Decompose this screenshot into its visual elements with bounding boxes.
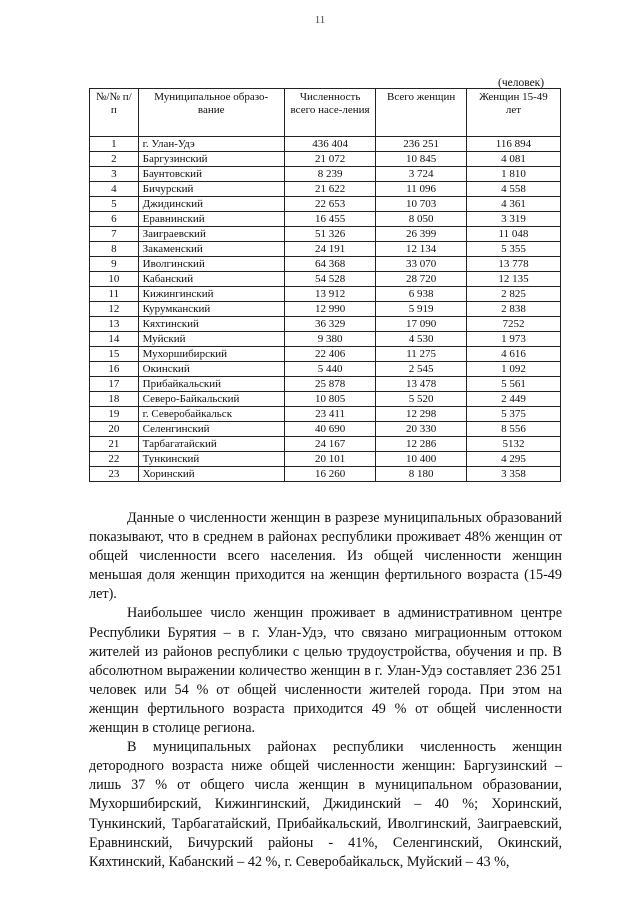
municipality-name: Закаменский bbox=[138, 242, 284, 257]
women-15-49: 4 295 bbox=[466, 452, 560, 467]
table-row bbox=[90, 152, 561, 167]
women-15-49: 4 081 bbox=[466, 152, 560, 167]
row-number: 23 bbox=[90, 467, 139, 482]
municipality-name: Селенгинский bbox=[138, 422, 284, 437]
table-row bbox=[90, 182, 561, 197]
table-row bbox=[90, 362, 561, 377]
total-women: 10 400 bbox=[376, 452, 467, 467]
total-women: 10 845 bbox=[376, 152, 467, 167]
total-population: 51 326 bbox=[284, 227, 376, 242]
women-15-49: 5 375 bbox=[466, 407, 560, 422]
women-15-49: 7252 bbox=[466, 317, 560, 332]
table-row bbox=[90, 227, 561, 242]
women-15-49: 2 825 bbox=[466, 287, 560, 302]
municipality-name: Кижингинский bbox=[138, 287, 284, 302]
total-women: 5 919 bbox=[376, 302, 467, 317]
total-population: 21 622 bbox=[284, 182, 376, 197]
row-number: 13 bbox=[90, 317, 139, 332]
women-15-49: 8 556 bbox=[466, 422, 560, 437]
table-header-row bbox=[90, 89, 561, 137]
row-number: 19 bbox=[90, 407, 139, 422]
row-number: 22 bbox=[90, 452, 139, 467]
municipality-name: Джидинский bbox=[138, 197, 284, 212]
municipality-name: Еравнинский bbox=[138, 212, 284, 227]
total-population: 16 455 bbox=[284, 212, 376, 227]
total-women: 12 134 bbox=[376, 242, 467, 257]
row-number: 6 bbox=[90, 212, 139, 227]
women-15-49: 4 616 bbox=[466, 347, 560, 362]
row-number: 4 bbox=[90, 182, 139, 197]
total-population: 436 404 bbox=[284, 137, 376, 152]
row-number: 18 bbox=[90, 392, 139, 407]
municipality-name: Бичурский bbox=[138, 182, 284, 197]
women-15-49: 3 358 bbox=[466, 467, 560, 482]
header-number: №/№ п/п bbox=[90, 89, 139, 137]
body-text bbox=[89, 509, 562, 872]
total-women: 10 703 bbox=[376, 197, 467, 212]
table-body bbox=[90, 137, 561, 482]
total-population: 24 167 bbox=[284, 437, 376, 452]
row-number: 8 bbox=[90, 242, 139, 257]
row-number: 9 bbox=[90, 257, 139, 272]
women-15-49: 3 319 bbox=[466, 212, 560, 227]
women-15-49: 116 894 bbox=[466, 137, 560, 152]
table-row bbox=[90, 392, 561, 407]
row-number: 1 bbox=[90, 137, 139, 152]
total-women: 2 545 bbox=[376, 362, 467, 377]
total-women: 8 180 bbox=[376, 467, 467, 482]
total-population: 8 239 bbox=[284, 167, 376, 182]
total-women: 5 520 bbox=[376, 392, 467, 407]
table-row bbox=[90, 137, 561, 152]
women-15-49: 1 810 bbox=[466, 167, 560, 182]
total-women: 11 275 bbox=[376, 347, 467, 362]
paragraph: В муниципальных районах республики численность женщин детородного возраста ниже общей численности женщин: Баргузинский – лишь 37 % от общего числа женщин в муниципальном образовании, Мухоршибирский, Кижингинский, Джидинский – 40 %; Хоринский, Тункинский, Тарбагатайский, Прибайкальский, Иволгинский, Заиграевский, Еравнинский, Бичурский районы - 41%, Селенгинский, Окинский, Кяхтинский, Кабанский – 42 %, г. Северобайкальск, Муйский – 43 %, bbox=[89, 739, 562, 870]
women-population-table bbox=[89, 88, 561, 482]
municipality-name: Баргузинский bbox=[138, 152, 284, 167]
row-number: 11 bbox=[90, 287, 139, 302]
total-population: 13 912 bbox=[284, 287, 376, 302]
total-population: 16 260 bbox=[284, 467, 376, 482]
women-15-49: 4 361 bbox=[466, 197, 560, 212]
total-population: 12 990 bbox=[284, 302, 376, 317]
table-row bbox=[90, 347, 561, 362]
total-population: 22 653 bbox=[284, 197, 376, 212]
table-row bbox=[90, 437, 561, 452]
table-row bbox=[90, 422, 561, 437]
total-women: 12 286 bbox=[376, 437, 467, 452]
total-population: 9 380 bbox=[284, 332, 376, 347]
row-number: 10 bbox=[90, 272, 139, 287]
row-number: 21 bbox=[90, 437, 139, 452]
table-row bbox=[90, 272, 561, 287]
table-row bbox=[90, 317, 561, 332]
table-row bbox=[90, 452, 561, 467]
total-women: 6 938 bbox=[376, 287, 467, 302]
header-municipality: Муниципальное образо-вание bbox=[138, 89, 284, 137]
header-total-women: Всего женщин bbox=[376, 89, 467, 137]
total-population: 21 072 bbox=[284, 152, 376, 167]
total-women: 13 478 bbox=[376, 377, 467, 392]
total-population: 20 101 bbox=[284, 452, 376, 467]
row-number: 15 bbox=[90, 347, 139, 362]
row-number: 7 bbox=[90, 227, 139, 242]
table-row bbox=[90, 467, 561, 482]
total-women: 3 724 bbox=[376, 167, 467, 182]
table-row bbox=[90, 302, 561, 317]
municipality-name: Баунтовский bbox=[138, 167, 284, 182]
municipality-name: Курумканский bbox=[138, 302, 284, 317]
paragraph: Наибольшее число женщин проживает в административном центре Республики Бурятия – в г. Улан-Удэ, что связано миграционным оттоком жителей из районов республики с целью трудоустройства, обучения и пр. В абсолютном выражении количество женщин в г. Улан-Удэ составляет 236 251 человек или 54 % от общей численности жителей города. При этом на женщин фертильного возраста приходится 49 % от общей численности женщин в столице региона. bbox=[89, 605, 562, 737]
women-15-49: 12 135 bbox=[466, 272, 560, 287]
municipality-name: г. Улан-Удэ bbox=[138, 137, 284, 152]
table-row bbox=[90, 167, 561, 182]
table-row bbox=[90, 212, 561, 227]
header-women-15-49: Женщин 15-49 лет bbox=[466, 89, 560, 137]
women-15-49: 13 778 bbox=[466, 257, 560, 272]
women-15-49: 2 838 bbox=[466, 302, 560, 317]
unit-note: (человек) bbox=[498, 77, 545, 89]
municipality-name: Кабанский bbox=[138, 272, 284, 287]
total-population: 24 191 bbox=[284, 242, 376, 257]
municipality-name: Хоринский bbox=[138, 467, 284, 482]
total-women: 236 251 bbox=[376, 137, 467, 152]
municipality-name: Прибайкальский bbox=[138, 377, 284, 392]
municipality-name: Мухоршибирский bbox=[138, 347, 284, 362]
total-population: 54 528 bbox=[284, 272, 376, 287]
municipality-name: Иволгинский bbox=[138, 257, 284, 272]
municipality-name: Окинский bbox=[138, 362, 284, 377]
row-number: 5 bbox=[90, 197, 139, 212]
women-15-49: 11 048 bbox=[466, 227, 560, 242]
women-15-49: 2 449 bbox=[466, 392, 560, 407]
municipality-name: Муйский bbox=[138, 332, 284, 347]
municipality-name: Тарбагатайский bbox=[138, 437, 284, 452]
page-number: 11 bbox=[314, 14, 326, 26]
table-row bbox=[90, 287, 561, 302]
municipality-name: Заиграевский bbox=[138, 227, 284, 242]
header-total-population: Численность всего насе-ления bbox=[284, 89, 376, 137]
total-women: 17 090 bbox=[376, 317, 467, 332]
table-row bbox=[90, 242, 561, 257]
total-women: 20 330 bbox=[376, 422, 467, 437]
total-population: 40 690 bbox=[284, 422, 376, 437]
total-women: 11 096 bbox=[376, 182, 467, 197]
row-number: 2 bbox=[90, 152, 139, 167]
women-15-49: 1 092 bbox=[466, 362, 560, 377]
table-row bbox=[90, 257, 561, 272]
row-number: 3 bbox=[90, 167, 139, 182]
women-15-49: 5 561 bbox=[466, 377, 560, 392]
women-15-49: 5132 bbox=[466, 437, 560, 452]
row-number: 17 bbox=[90, 377, 139, 392]
women-15-49: 1 973 bbox=[466, 332, 560, 347]
table-row bbox=[90, 407, 561, 422]
municipality-name: г. Северобайкальск bbox=[138, 407, 284, 422]
women-15-49: 5 355 bbox=[466, 242, 560, 257]
paragraph: Данные о численности женщин в разрезе муниципальных образований показывают, что в среднем в районах республики проживает 48% женщин от общей численности всего населения. Из общей численности женщин меньшая доля женщин приходится на женщин фертильного возраста (15-49 лет). bbox=[89, 510, 562, 603]
municipality-name: Кяхтинский bbox=[138, 317, 284, 332]
row-number: 20 bbox=[90, 422, 139, 437]
total-population: 36 329 bbox=[284, 317, 376, 332]
total-women: 28 720 bbox=[376, 272, 467, 287]
table-row bbox=[90, 377, 561, 392]
total-women: 4 530 bbox=[376, 332, 467, 347]
total-population: 10 805 bbox=[284, 392, 376, 407]
row-number: 16 bbox=[90, 362, 139, 377]
total-women: 12 298 bbox=[376, 407, 467, 422]
total-women: 26 399 bbox=[376, 227, 467, 242]
total-population: 25 878 bbox=[284, 377, 376, 392]
total-population: 22 406 bbox=[284, 347, 376, 362]
table-row bbox=[90, 332, 561, 347]
total-women: 33 070 bbox=[376, 257, 467, 272]
table-row bbox=[90, 197, 561, 212]
municipality-name: Северо-Байкальский bbox=[138, 392, 284, 407]
row-number: 14 bbox=[90, 332, 139, 347]
total-population: 23 411 bbox=[284, 407, 376, 422]
row-number: 12 bbox=[90, 302, 139, 317]
municipality-name: Тункинский bbox=[138, 452, 284, 467]
total-women: 8 050 bbox=[376, 212, 467, 227]
women-15-49: 4 558 bbox=[466, 182, 560, 197]
total-population: 64 368 bbox=[284, 257, 376, 272]
total-population: 5 440 bbox=[284, 362, 376, 377]
